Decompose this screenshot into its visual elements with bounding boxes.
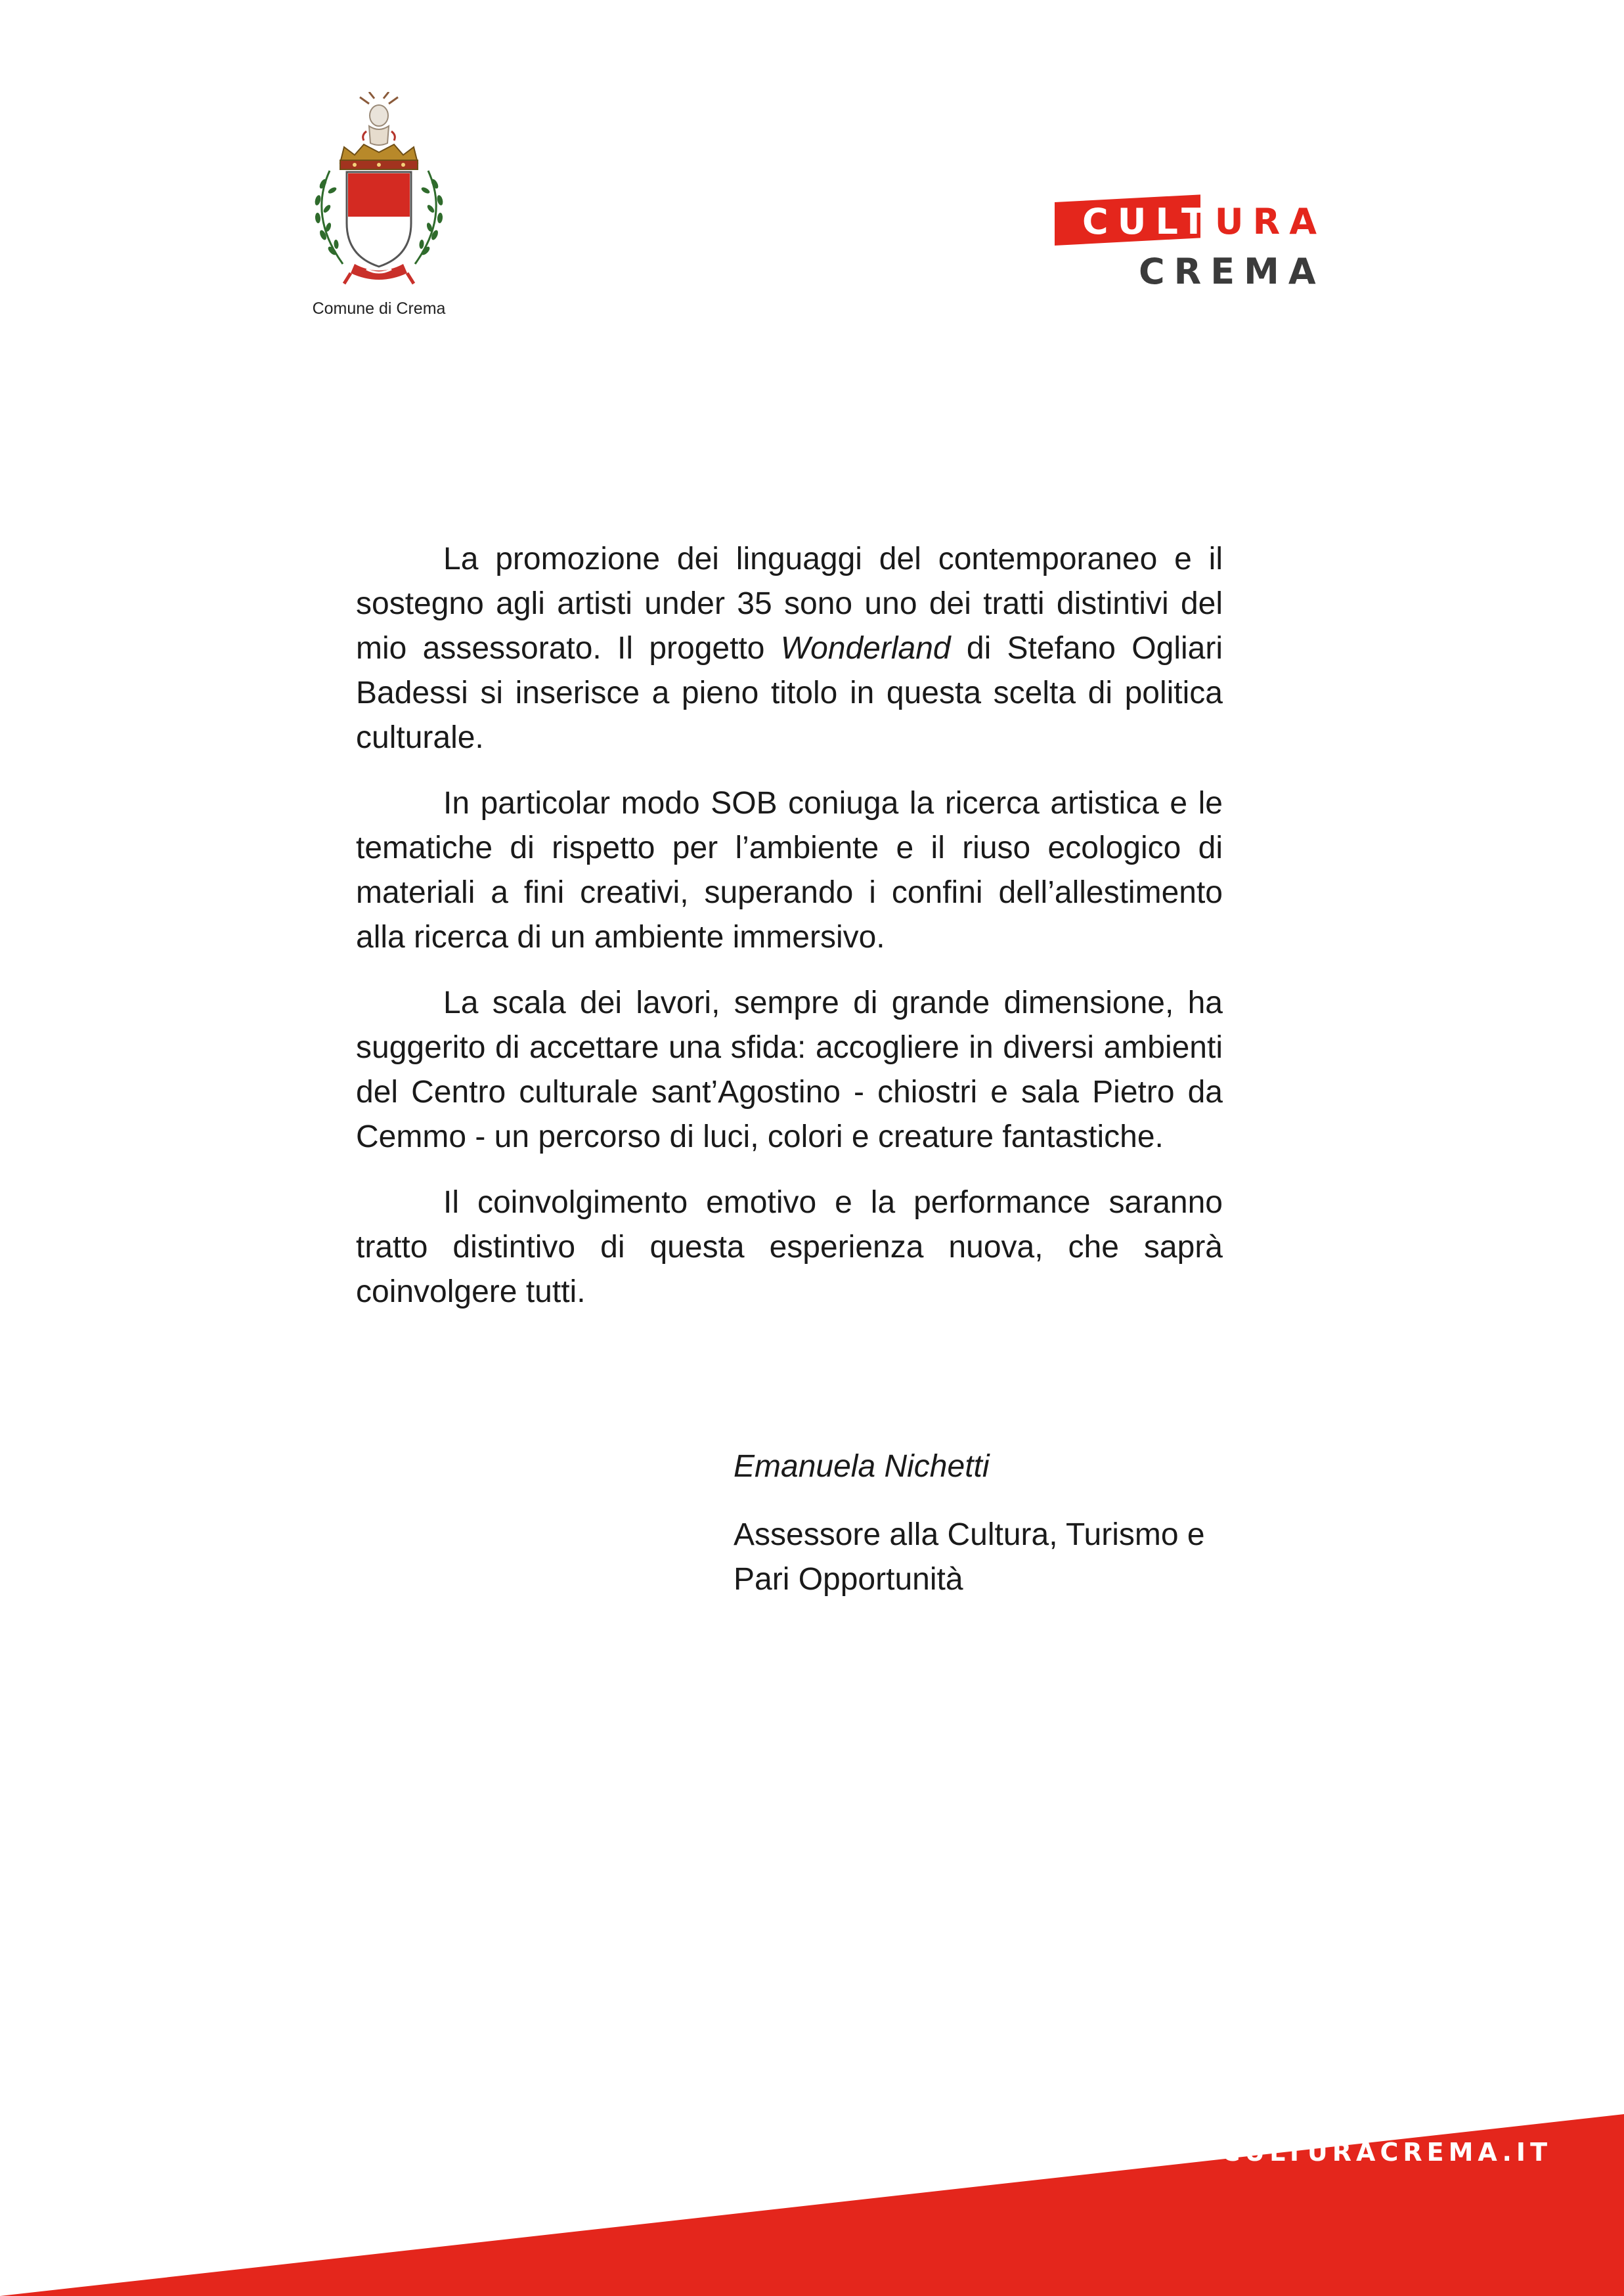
logo-cultura-highlighted: CULT — [1082, 201, 1215, 242]
municipality-caption: Comune di Crema — [312, 299, 446, 318]
signatory-role-line-1: Assessore alla Cultura, Turismo e — [734, 1517, 1205, 1552]
logo-line-crema: CREMA — [1139, 251, 1325, 292]
crest-figure — [360, 92, 398, 145]
paragraph-2: In particolar modo SOB coniuga la ricerca artistica e le tematiche di rispetto per l’ambiente e il riuso ecologico di materiali a fini creativi, superando i confini dell’allestimento alla ricerca di un ambiente immersivo. — [356, 786, 1223, 955]
paragraph-1 — [356, 537, 1223, 760]
shield — [347, 172, 411, 267]
crema-coat-of-arms-icon — [303, 92, 454, 302]
municipal-header — [303, 92, 454, 328]
logo-cultura-rest: URA — [1214, 201, 1327, 242]
letter-body — [356, 537, 1223, 1335]
project-title: Wonderland — [780, 631, 951, 666]
cultura-crema-logo — [1055, 197, 1327, 295]
logo-line-cultura — [1082, 201, 1326, 243]
signatory-name: Emanuela Nichetti — [734, 1449, 990, 1484]
crown — [340, 144, 418, 169]
paragraph-3: La scala dei lavori, sempre di grande dimensione, ha suggerito di accettare una sfida: accogliere in diversi ambienti del Centro culturale sant’Agostino - chiostri e sala Pietro da Cemmo - un percorso di luci, colori e creature fantastiche. — [356, 986, 1223, 1154]
signature-block — [734, 1444, 1233, 1602]
paragraph-1-text-b: di Stefano Ogliari Badessi si inserisce a pieno titolo in questa scelta di politica culturale. — [356, 631, 1223, 755]
footer-website-link[interactable]: CULTURACREMA.IT — [1221, 2138, 1552, 2167]
signatory-role-line-2: Pari Opportunità — [734, 1562, 963, 1597]
paragraph-1-text-a: La promozione dei linguaggi del contemporaneo e il sostegno agli artisti under 35 sono uno dei tratti distintivi del mio assessorato. Il progetto — [356, 542, 1223, 666]
paragraph-4: Il coinvolgimento emotivo e la performance saranno tratto distintivo di questa esperienza nuova, che saprà coinvolgere tutti. — [356, 1185, 1223, 1309]
